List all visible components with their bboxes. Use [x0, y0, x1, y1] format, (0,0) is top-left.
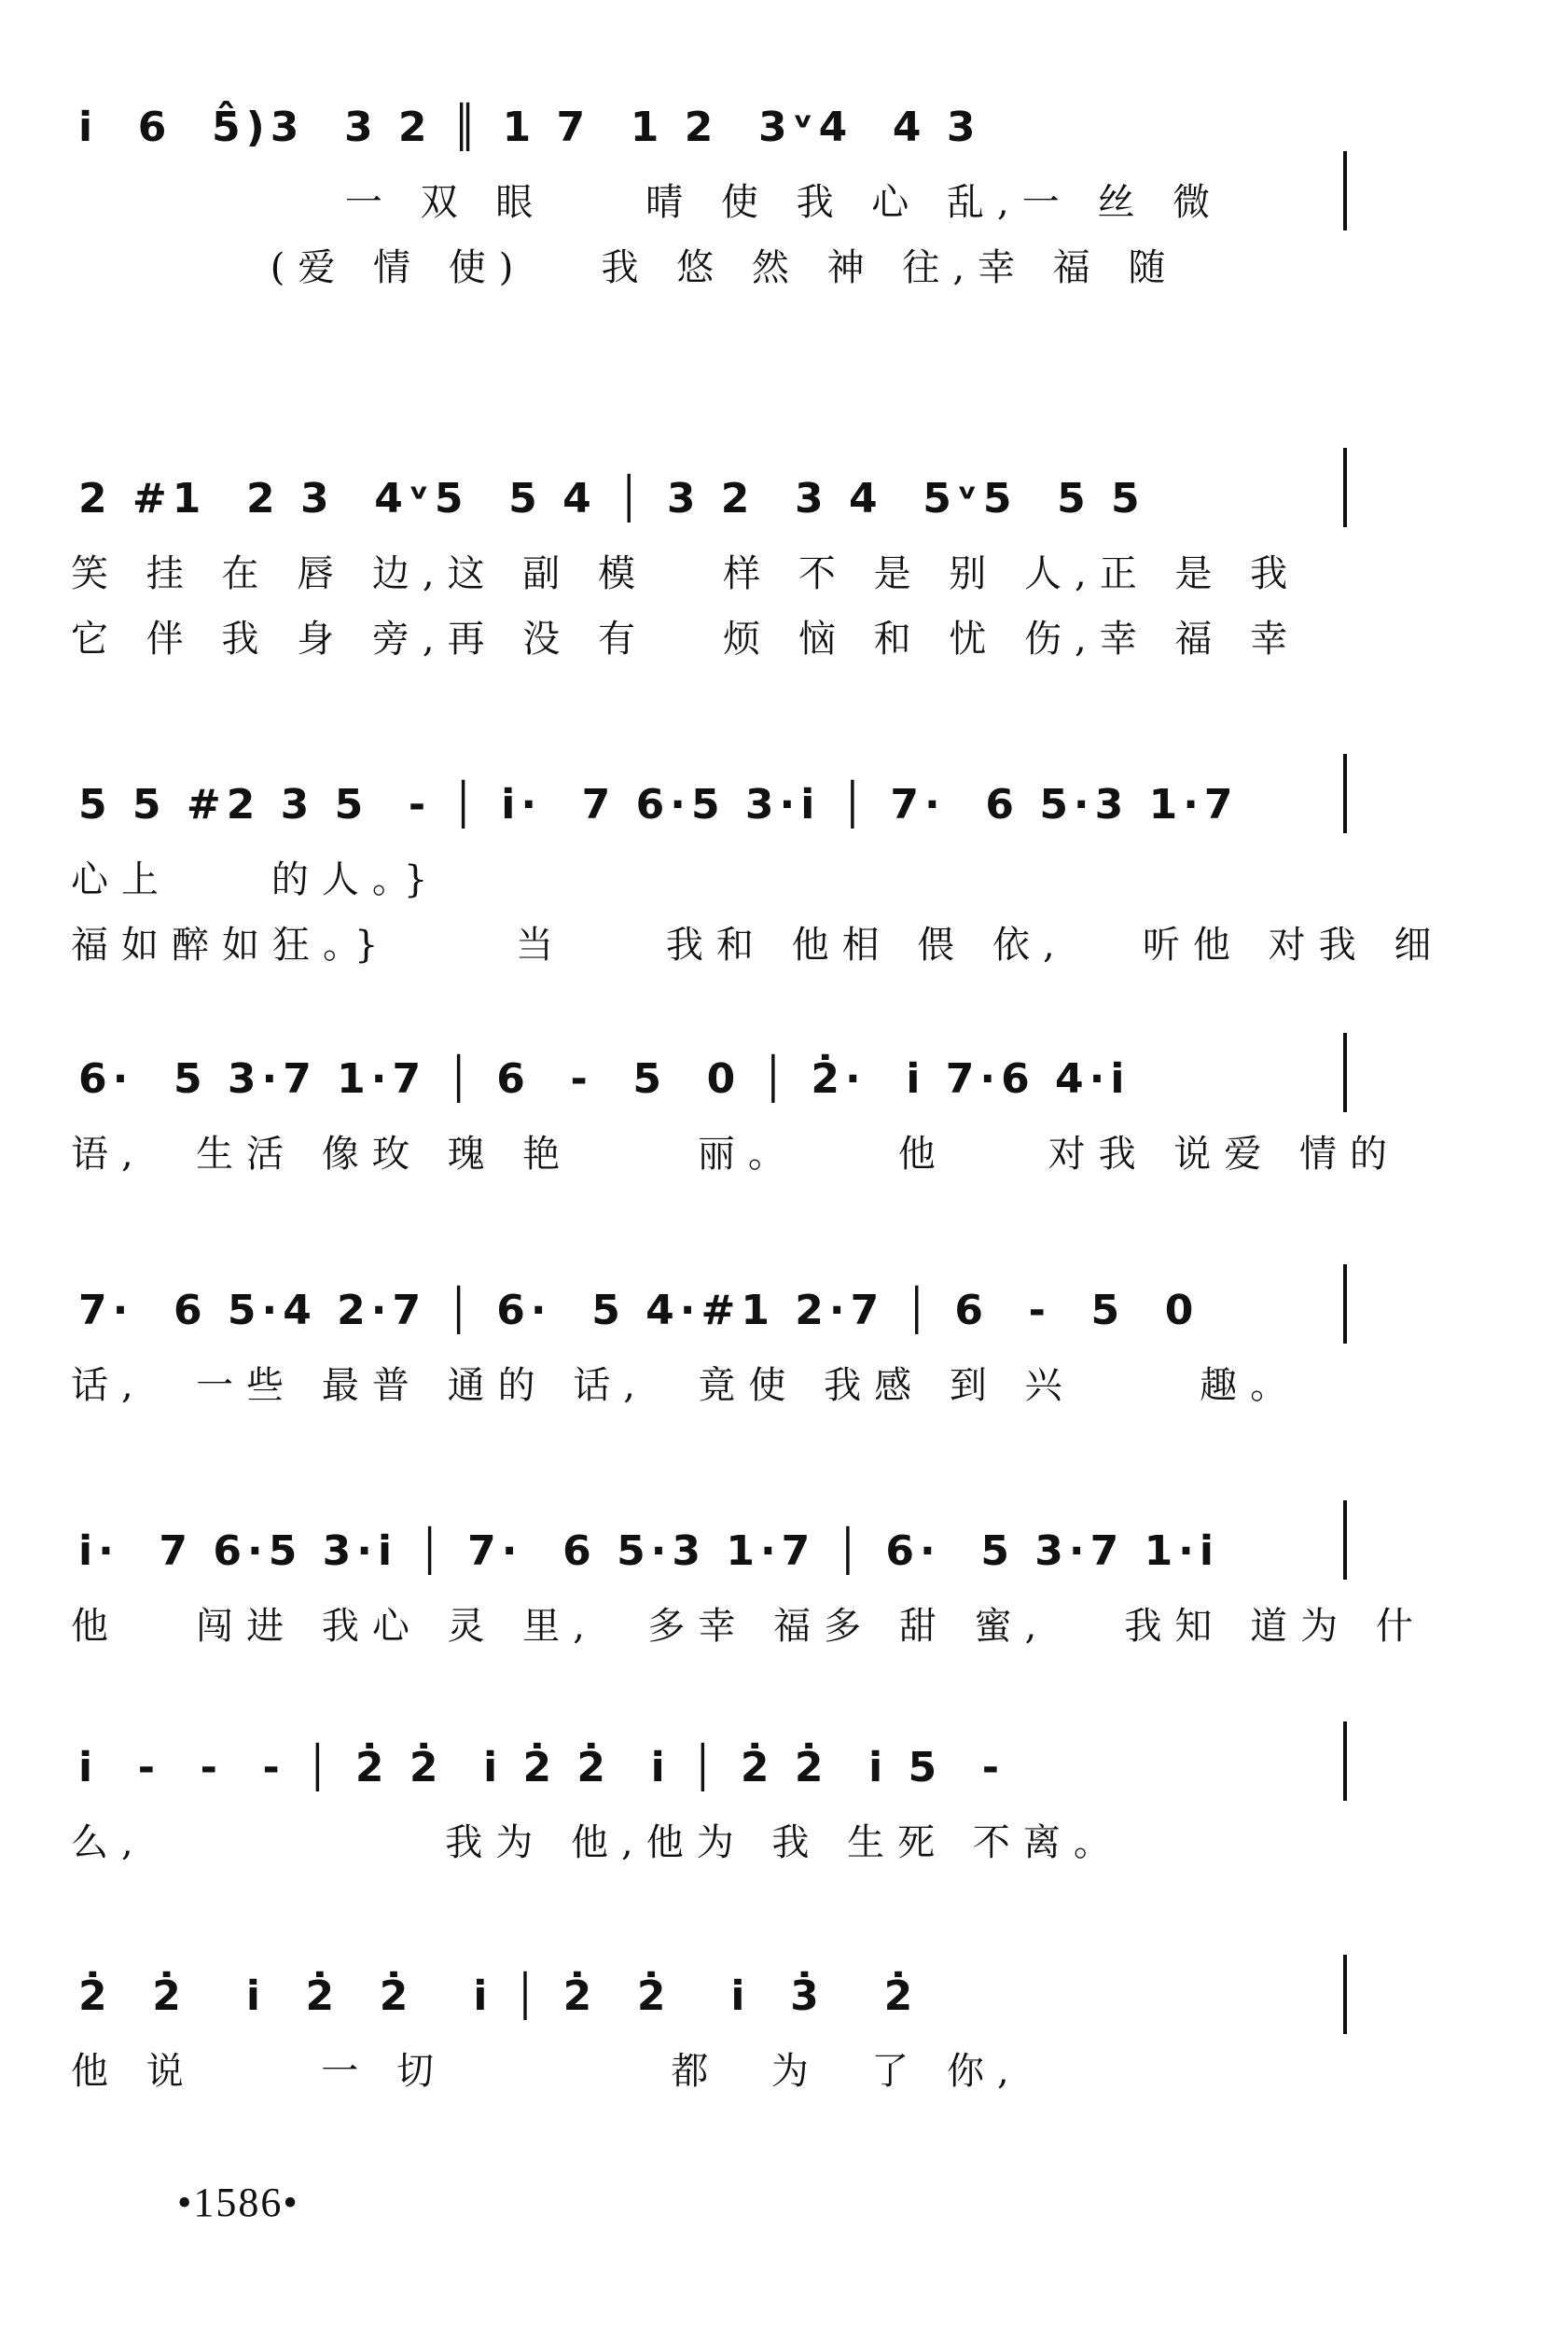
notation-line: 2 #1 2 3 4ᵛ5 5 4 │ 3 2 3 4 5ᵛ5 5 5: [78, 475, 1145, 523]
lyric-verse-2: 福如醉如狂。} 当 我和 他相 偎 依, 听他 对我 细: [71, 924, 1445, 967]
barline: [1343, 151, 1347, 230]
barline: [1343, 1955, 1347, 2034]
lyric-verse-1: 他 说 一 切 都 为 了 你,: [71, 2050, 1022, 2093]
lyric-verse-1: 笑 挂 在 唇 边,这 副 模 样 不 是 别 人,正 是 我: [71, 552, 1301, 595]
barline: [1343, 448, 1347, 527]
barline: [1343, 754, 1347, 833]
lyric-verse-2: 它 伴 我 身 旁,再 没 有 烦 恼 和 忧 伤,幸 福 幸: [71, 618, 1301, 661]
barline: [1343, 1264, 1347, 1344]
lyric-verse-1: 语, 生活 像玫 瑰 艳 丽。 他 对我 说爱 情的: [71, 1133, 1401, 1176]
notation-line: 5 5 #2 3 5 - │ i̇· 7 6·5 3·i̇ │ 7· 6 5·3 1·7: [78, 781, 1239, 829]
notation-line: i̇ 6 5̂)3 3 2 ║ 1 7 1 2 3ᵛ4 4 3: [78, 104, 981, 151]
lyric-verse-1: 么, 我为 他,他为 我 生死 不离。: [71, 1821, 1124, 1864]
notation-line: i̇· 7 6·5 3·i̇ │ 7· 6 5·3 1·7 │ 6· 5 3·7 1·i̇: [78, 1527, 1219, 1575]
notation-line: 2̇ 2̇ i̇ 2̇ 2̇ i̇ │ 2̇ 2̇ i̇ 3̇ 2̇: [78, 1972, 919, 2020]
lyric-verse-2: (爱 情 使) 我 悠 然 神 往,幸 福 随: [71, 246, 1179, 289]
lyric-verse-1: 心上 的人。}: [71, 858, 441, 901]
notation-line: 6· 5 3·7 1·7 │ 6 - 5 0 │ 2̇· i̇ 7·6 4·i̇: [78, 1055, 1131, 1103]
notation-line: 7· 6 5·4 2·7 │ 6· 5 4·#1 2·7 │ 6 - 5 0: [78, 1287, 1200, 1334]
barline: [1343, 1033, 1347, 1112]
barline: [1343, 1500, 1347, 1580]
lyric-verse-1: 话, 一些 最普 通的 话, 竟使 我感 到 兴 趣。: [71, 1364, 1301, 1407]
notation-line: i̇ - - - │ 2̇ 2̇ i̇ 2̇ 2̇ i̇ │ 2̇ 2̇ i̇ 5 -: [78, 1744, 1005, 1791]
lyric-verse-1: 他 闯进 我心 灵 里, 多幸 福多 甜 蜜, 我知 道为 什: [71, 1605, 1426, 1648]
lyric-verse-1: 一 双 眼 晴 使 我 心 乱,一 丝 微: [71, 181, 1224, 224]
page-number: •1586•: [177, 2180, 299, 2225]
barline: [1343, 1721, 1347, 1801]
